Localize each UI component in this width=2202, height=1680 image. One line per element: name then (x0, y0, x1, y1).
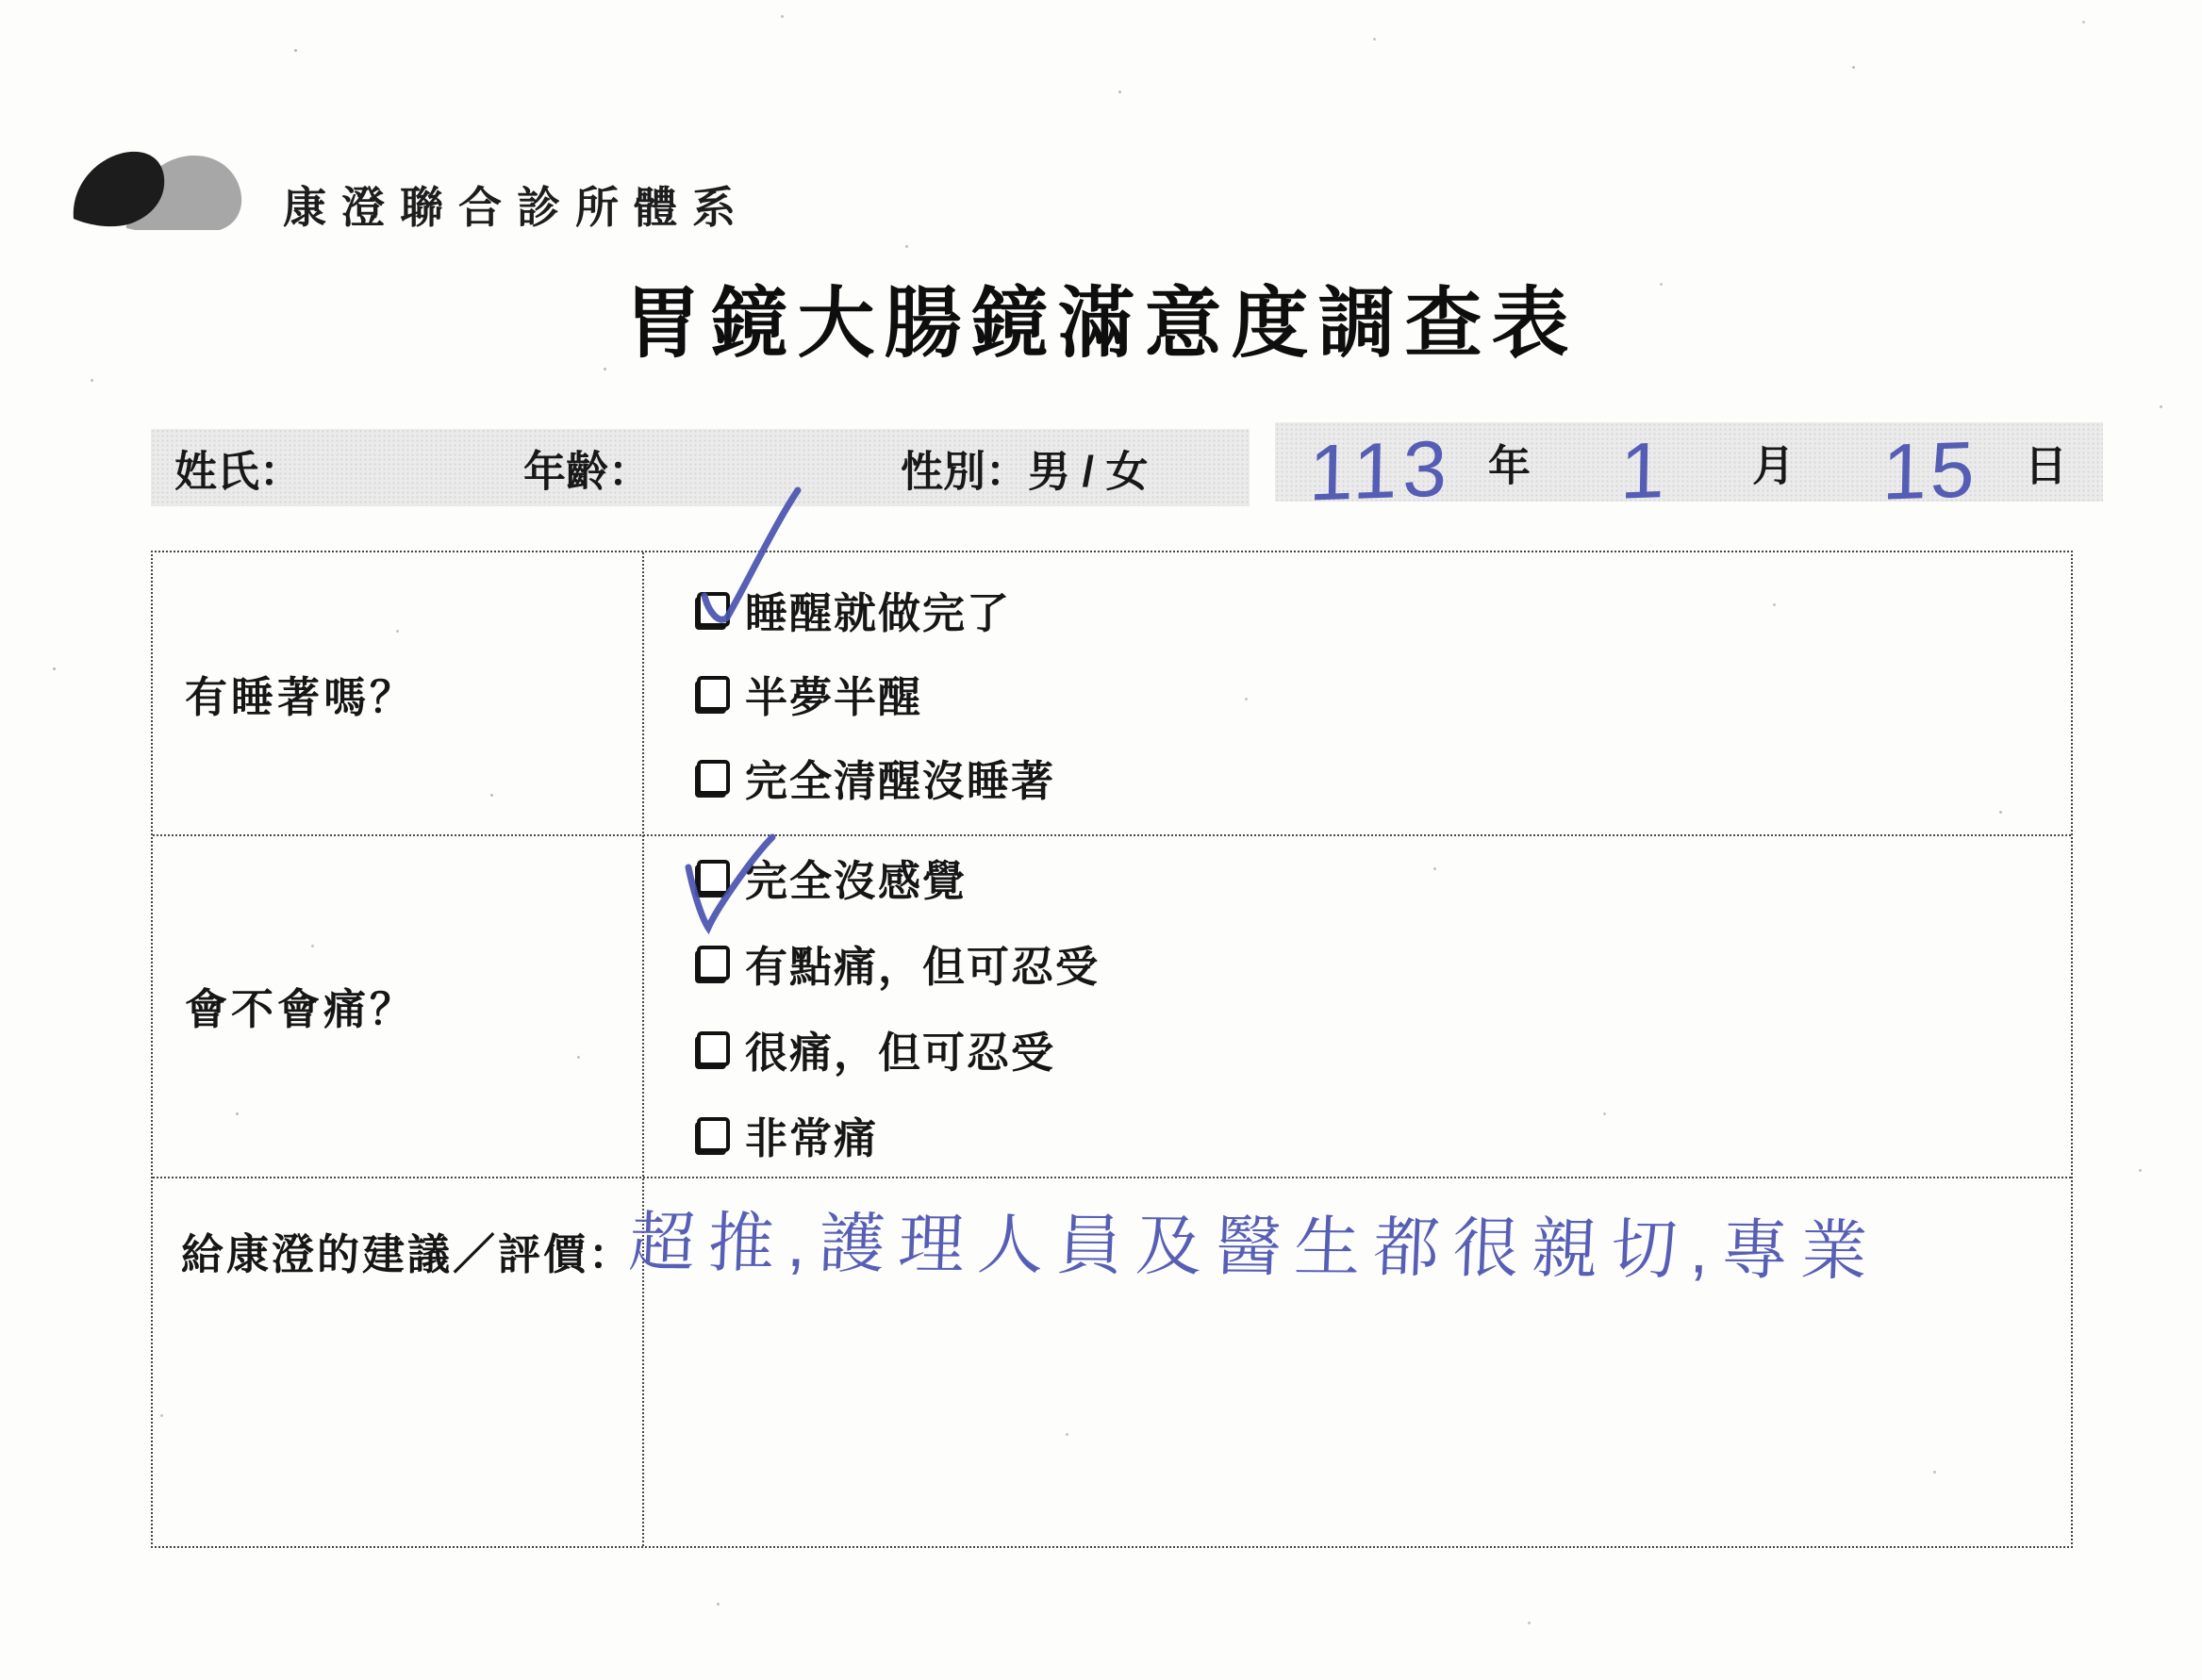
handwritten-day: 15 (1881, 424, 1979, 517)
option-row (697, 847, 2071, 908)
question-sleep-label: 有睡著嗎？ (185, 673, 417, 721)
scan-noise (0, 0, 3, 3)
question-sleep-cell (153, 552, 642, 834)
year-unit: 年 (1488, 441, 1531, 490)
feedback-label: 給康澄的建議／評價： (181, 1230, 635, 1278)
handwritten-month: 1 (1619, 425, 1665, 516)
option-label: 非常痛 (745, 1113, 879, 1162)
question-pain-label: 會不會痛？ (185, 985, 417, 1033)
checkbox-very-painful-bearable[interactable] (697, 1031, 730, 1066)
option-row (697, 663, 2071, 724)
option-row (697, 579, 2071, 640)
question-pain-options (642, 834, 2071, 1177)
checkbox-extremely-painful[interactable] (697, 1117, 730, 1152)
month-unit: 月 (1752, 441, 1796, 490)
checkbox-slept-through[interactable] (697, 592, 730, 627)
checkbox-slight-pain[interactable] (697, 946, 730, 980)
form-title: 胃鏡大腸鏡滿意度調查表 (623, 281, 1579, 367)
option-row (697, 932, 2071, 994)
option-label: 完全沒感覺 (745, 856, 968, 905)
option-row (697, 1104, 2071, 1165)
gender-label: 性別：男 / 女 (901, 447, 1149, 496)
clinic-logo (68, 147, 268, 230)
handwritten-feedback: 超推,護理人員及醫生都很親切,專業 (627, 1205, 1882, 1288)
age-label: 年齡： (523, 447, 652, 496)
date-bar (1275, 422, 2103, 518)
option-label: 完全清醒沒睡著 (745, 757, 1056, 805)
feedback-cell (153, 1177, 2071, 1546)
option-label: 半夢半醒 (745, 673, 923, 721)
survey-table (151, 551, 2073, 1548)
option-label: 睡醒就做完了 (745, 589, 1012, 637)
question-pain-cell (153, 834, 642, 1177)
option-label: 有點痛，但可忍受 (745, 942, 1101, 991)
checkbox-fully-awake[interactable] (697, 760, 730, 795)
option-row (697, 1018, 2071, 1079)
question-sleep-options (642, 552, 2071, 834)
day-unit: 日 (2025, 441, 2068, 490)
option-row (697, 747, 2071, 808)
handwritten-year: 113 (1308, 423, 1454, 518)
name-label: 姓氏： (174, 447, 303, 496)
option-label: 很痛，但可忍受 (745, 1028, 1056, 1077)
checkbox-half-awake[interactable] (697, 676, 730, 711)
patient-info-bar (151, 429, 1250, 506)
checkbox-no-feeling[interactable] (697, 860, 730, 895)
clinic-name: 康澄聯合診所體系 (283, 183, 751, 232)
